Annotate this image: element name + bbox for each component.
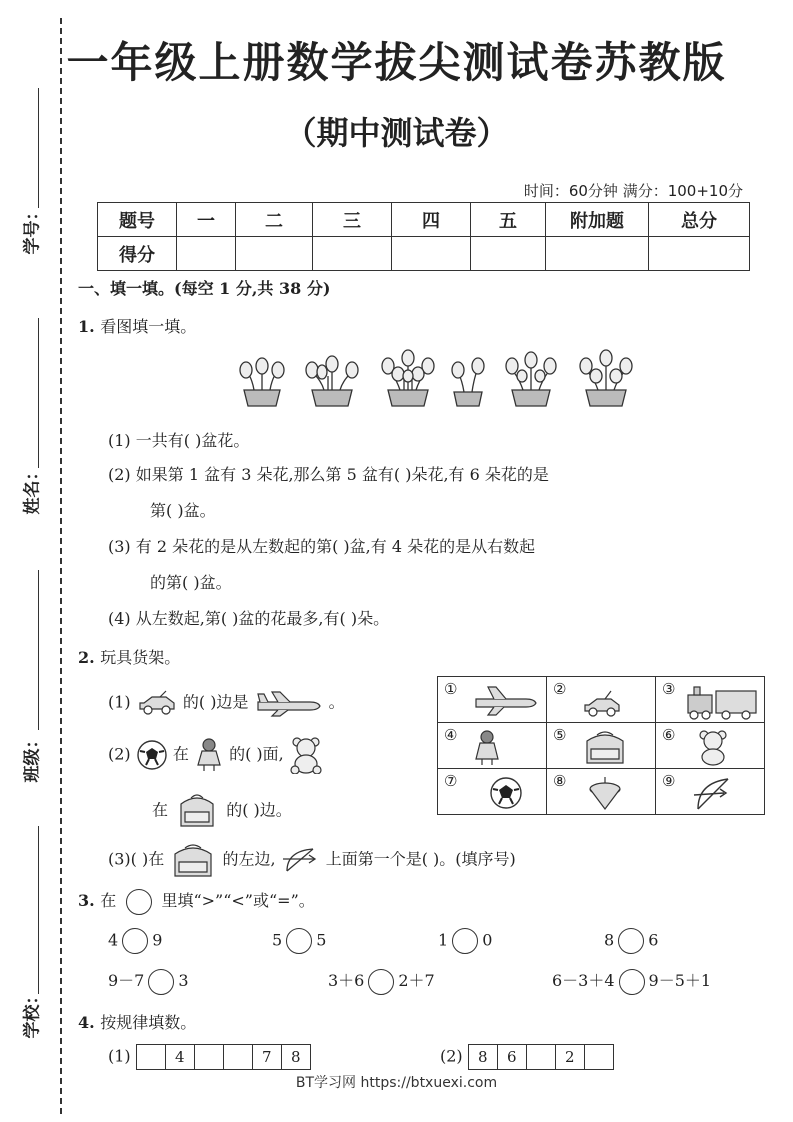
sequence-boxes xyxy=(468,1044,614,1070)
part-text: 。 xyxy=(328,692,345,712)
teddy-bear-icon xyxy=(696,729,730,767)
question-number: 2. xyxy=(78,648,95,667)
score-header: 二 xyxy=(236,203,313,237)
shelf-cell-4 xyxy=(438,723,547,769)
compare-right: 2＋7 xyxy=(398,971,435,990)
answer-circle[interactable] xyxy=(368,969,394,995)
part-text: 的左边, xyxy=(222,849,276,869)
cell-number: ⑥ xyxy=(662,726,676,744)
score-cell[interactable] xyxy=(313,237,392,271)
q2-part-2 xyxy=(108,736,323,774)
seq-cell[interactable] xyxy=(526,1045,555,1070)
compare-item xyxy=(108,968,189,995)
sequence-boxes xyxy=(136,1044,311,1070)
compare-right: 3 xyxy=(178,971,189,990)
cell-number: ⑨ xyxy=(662,772,676,790)
footer-watermark: BT学习网 https://btxuexi.com xyxy=(295,1075,498,1091)
score-header: 三 xyxy=(313,203,392,237)
car-icon xyxy=(581,683,625,719)
score-header: 总分 xyxy=(649,203,750,237)
answer-circle[interactable] xyxy=(122,928,148,954)
score-cell[interactable] xyxy=(392,237,471,271)
compare-item xyxy=(328,968,435,995)
score-cell[interactable] xyxy=(471,237,546,271)
compare-item xyxy=(604,928,658,954)
exam-meta: 时间：60分钟 满分：100+10分 xyxy=(523,182,743,200)
q2-part-3 xyxy=(108,842,516,878)
seq-cell: 7 xyxy=(252,1045,281,1070)
part-text: 的( )边。 xyxy=(226,800,292,820)
answer-circle[interactable] xyxy=(148,969,174,995)
compare-right: 0 xyxy=(482,930,493,950)
seq-cell[interactable] xyxy=(194,1045,223,1070)
cell-number: ⑦ xyxy=(444,772,458,790)
score-cell[interactable] xyxy=(649,237,750,271)
bow-arrow-icon xyxy=(690,775,736,813)
question-text: 里填“>”“<”或“=”。 xyxy=(161,891,315,910)
compare-item xyxy=(438,928,492,954)
flower-pots-illustration xyxy=(232,348,642,408)
part-text: (3)( )在 xyxy=(108,849,165,869)
question-text: 在 xyxy=(100,891,117,910)
question-3-title xyxy=(78,888,315,915)
compare-left: 3＋6 xyxy=(328,971,365,990)
xingming-label: 姓名： xyxy=(22,463,43,515)
spinning-top-icon xyxy=(587,775,623,813)
part-label: (1) xyxy=(108,692,131,712)
cell-number: ④ xyxy=(444,726,458,744)
seq-cell[interactable] xyxy=(136,1045,165,1070)
cell-number: ③ xyxy=(662,680,676,698)
shelf-cell-8 xyxy=(547,769,656,815)
score-header: 四 xyxy=(392,203,471,237)
seq-cell: 8 xyxy=(281,1045,310,1070)
q1-item-2: (2) 如果第 1 盆有 3 朵花,那么第 5 盆有( )朵花,有 6 朵花的是 xyxy=(108,465,549,484)
seq-cell: 6 xyxy=(497,1045,526,1070)
compare-right: 9－5＋1 xyxy=(648,971,712,990)
airplane-icon xyxy=(254,688,324,718)
shelf-cell-5 xyxy=(547,723,656,769)
backpack-icon xyxy=(169,842,217,878)
compare-item xyxy=(108,928,162,954)
doll-icon xyxy=(194,737,224,773)
question-text: 看图填一填。 xyxy=(100,317,197,336)
cell-number: ⑤ xyxy=(553,726,567,744)
score-cell[interactable] xyxy=(546,237,649,271)
binding-dashed-line xyxy=(60,18,62,1114)
xuexiao-label: 学校： xyxy=(22,987,43,1039)
q1-item-3-cont: 的第( )盆。 xyxy=(150,573,232,592)
xuexiao-line xyxy=(38,826,39,994)
shelf-cell-7 xyxy=(438,769,547,815)
teddy-bear-icon xyxy=(289,736,323,774)
answer-circle[interactable] xyxy=(619,969,645,995)
score-table xyxy=(97,202,750,271)
question-number: 1. xyxy=(78,317,95,336)
part-text: 的( )边是 xyxy=(182,692,249,712)
circle-icon xyxy=(126,889,152,915)
xuehao-label: 学号： xyxy=(22,203,43,255)
score-header: 一 xyxy=(177,203,236,237)
seq-cell: 8 xyxy=(468,1045,497,1070)
part-label: (2) xyxy=(108,744,131,764)
airplane-icon xyxy=(472,683,542,719)
score-cell[interactable] xyxy=(236,237,313,271)
q1-item-2-cont: 第( )盆。 xyxy=(150,501,216,520)
compare-right: 6 xyxy=(648,930,659,950)
compare-left: 9－7 xyxy=(108,971,145,990)
toy-shelf-grid xyxy=(437,676,765,815)
backpack-icon xyxy=(581,729,629,767)
page-title: 一年级上册数学拔尖测试卷苏教版 xyxy=(66,38,727,87)
compare-right: 9 xyxy=(152,930,163,950)
part-text: 在 xyxy=(172,744,189,764)
banji-label: 班级： xyxy=(22,731,43,783)
car-icon xyxy=(136,689,178,717)
compare-left: 5 xyxy=(272,930,283,950)
part-text: 的( )面, xyxy=(229,744,284,764)
question-1-title xyxy=(78,314,196,337)
soccer-ball-icon xyxy=(136,739,168,771)
seq-cell: 2 xyxy=(555,1045,584,1070)
q2-part-1 xyxy=(108,688,345,718)
seq-cell[interactable] xyxy=(223,1045,252,1070)
section-heading: 一、填一填。(每空 1 分,共 38 分) xyxy=(78,279,331,298)
soccer-ball-icon xyxy=(488,775,524,811)
compare-right: 5 xyxy=(316,930,327,950)
xingming-line xyxy=(38,318,39,468)
compare-left: 4 xyxy=(108,930,119,950)
shelf-cell-3 xyxy=(656,677,765,723)
seq-cell: 4 xyxy=(165,1045,194,1070)
question-text: 按规律填数。 xyxy=(100,1013,197,1032)
compare-left: 1 xyxy=(438,930,449,950)
score-header: 五 xyxy=(471,203,546,237)
shelf-cell-9 xyxy=(656,769,765,815)
q1-item-3: (3) 有 2 朵花的是从左数起的第( )盆,有 4 朵花的是从右数起 xyxy=(108,537,536,556)
q1-item-1: (1) 一共有( )盆花。 xyxy=(108,431,250,450)
answer-circle[interactable] xyxy=(286,928,312,954)
shelf-cell-1 xyxy=(438,677,547,723)
part-label: (2) xyxy=(440,1046,463,1066)
sequence-2 xyxy=(440,1044,614,1070)
score-cell[interactable] xyxy=(177,237,236,271)
train-icon xyxy=(686,683,760,721)
cell-number: ① xyxy=(444,680,458,698)
compare-left: 8 xyxy=(604,930,615,950)
question-number: 3. xyxy=(78,891,95,910)
banji-line xyxy=(38,570,39,730)
q1-item-4: (4) 从左数起,第( )盆的花最多,有( )朵。 xyxy=(108,609,390,628)
page-subtitle: （期中测试卷） xyxy=(284,114,509,152)
bow-arrow-icon xyxy=(281,845,321,875)
shelf-cell-6 xyxy=(656,723,765,769)
score-header: 题号 xyxy=(98,203,177,237)
score-row-label: 得分 xyxy=(98,237,177,271)
q2-part-2-cont xyxy=(152,792,292,830)
part-text: 上面第一个是( )。(填序号) xyxy=(325,849,516,869)
shelf-cell-2 xyxy=(547,677,656,723)
score-header: 附加题 xyxy=(546,203,649,237)
answer-circle[interactable] xyxy=(452,928,478,954)
question-4-title xyxy=(78,1010,196,1033)
seq-cell[interactable] xyxy=(584,1045,613,1070)
answer-circle[interactable] xyxy=(618,928,644,954)
doll-icon xyxy=(472,729,502,767)
backpack-icon xyxy=(173,792,221,830)
compare-left: 6－3＋4 xyxy=(552,971,615,990)
question-number: 4. xyxy=(78,1013,95,1032)
flower-pots-icon xyxy=(232,348,642,408)
part-text: 在 xyxy=(152,800,169,820)
question-2-title xyxy=(78,645,180,668)
compare-item xyxy=(552,968,711,995)
cell-number: ② xyxy=(553,680,567,698)
cell-number: ⑧ xyxy=(553,772,567,790)
compare-item xyxy=(272,928,326,954)
part-label: (1) xyxy=(108,1046,131,1066)
sequence-1 xyxy=(108,1044,311,1070)
question-text: 玩具货架。 xyxy=(100,648,181,667)
